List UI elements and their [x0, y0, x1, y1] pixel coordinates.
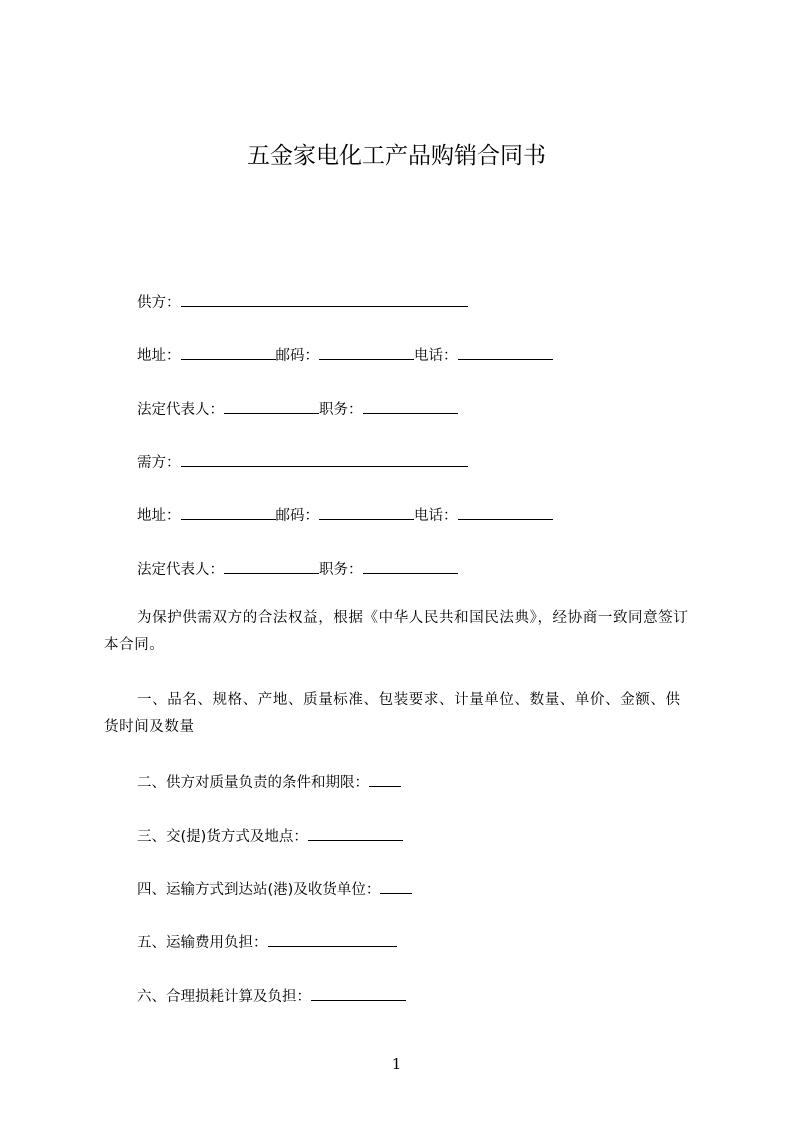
supplier-legal-rep-label: 法定代表人：: [137, 402, 224, 418]
buyer-position-label: 职务：: [319, 562, 363, 578]
supplier-postcode-label: 邮码：: [275, 348, 319, 364]
clause-4-line: [137, 878, 412, 900]
buyer-name-blank[interactable]: [181, 451, 468, 467]
buyer-address-label: 地址：: [137, 508, 181, 524]
supplier-name-label: 供方：: [137, 295, 181, 311]
buyer-address-line: [137, 504, 553, 526]
supplier-rep-line: [137, 398, 458, 420]
clause-5-line: [137, 931, 397, 953]
clause-2-line: [137, 771, 401, 793]
supplier-address-label: 地址：: [137, 348, 181, 364]
supplier-postcode-blank[interactable]: [319, 344, 414, 360]
buyer-address-blank[interactable]: [181, 504, 276, 520]
intro-paragraph: 为保护供需双方的合法权益，根据《中华人民共和国民法典》，经协商一致同意签订本合同。: [104, 610, 689, 653]
page-title: 五金家电化工产品购销合同书: [247, 143, 546, 169]
supplier-legal-rep-blank[interactable]: [224, 398, 319, 414]
supplier-name-blank[interactable]: [181, 291, 468, 307]
clause-6-blank[interactable]: [311, 985, 406, 1001]
clause-4-blank[interactable]: [380, 878, 412, 894]
page-number: 1: [391, 1055, 402, 1073]
buyer-name-label: 需方：: [137, 455, 181, 471]
buyer-phone-label: 电话：: [414, 508, 458, 524]
clause-6-line: [137, 985, 406, 1007]
clause-3-blank[interactable]: [308, 825, 403, 841]
buyer-rep-line: [137, 558, 458, 580]
buyer-name-line: [137, 451, 468, 473]
clause-5: 五、运输费用负担：: [137, 935, 268, 951]
supplier-position-label: 职务：: [319, 402, 363, 418]
supplier-phone-label: 电话：: [414, 348, 458, 364]
clause-4: 四、运输方式到达站(港)及收货单位：: [137, 882, 381, 898]
supplier-name-line: [137, 291, 468, 313]
buyer-position-blank[interactable]: [363, 558, 458, 574]
clause-3: 三、交(提)货方式及地点：: [137, 829, 308, 845]
clause-3-line: [137, 825, 403, 847]
clause-1: 一、品名、规格、产地、质量标准、包装要求、计量单位、数量、单价、金额、供货时间及数量: [104, 692, 681, 735]
buyer-legal-rep-label: 法定代表人：: [137, 562, 224, 578]
clause-2: 二、供方对质量负责的条件和期限：: [137, 775, 369, 791]
clause-5-blank[interactable]: [268, 931, 397, 947]
supplier-position-blank[interactable]: [363, 398, 458, 414]
supplier-phone-blank[interactable]: [458, 344, 553, 360]
buyer-postcode-blank[interactable]: [319, 504, 414, 520]
supplier-address-blank[interactable]: [181, 344, 276, 360]
clause-2-blank[interactable]: [369, 771, 401, 787]
buyer-phone-blank[interactable]: [458, 504, 553, 520]
clause-6: 六、合理损耗计算及负担：: [137, 989, 311, 1005]
buyer-postcode-label: 邮码：: [275, 508, 319, 524]
supplier-address-line: [137, 344, 553, 366]
buyer-legal-rep-blank[interactable]: [224, 558, 319, 574]
